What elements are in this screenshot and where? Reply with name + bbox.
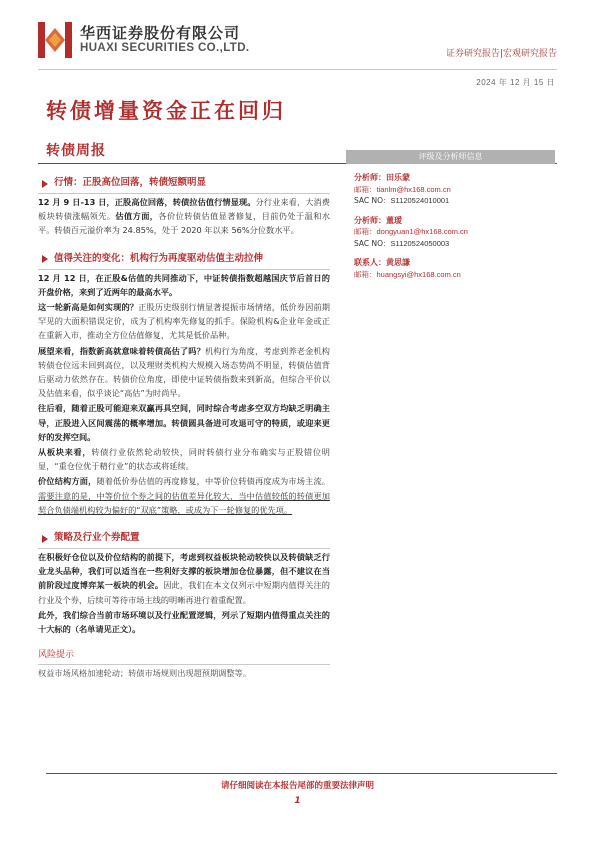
section-divider bbox=[38, 193, 330, 194]
analyst-email[interactable]: tianlm@hx168.com.cn bbox=[376, 184, 451, 194]
section-arrow-icon bbox=[42, 180, 48, 188]
section-heading-strategy: 策略及行业个券配置 bbox=[42, 531, 330, 546]
analyst-sac: S1120524050003 bbox=[390, 238, 450, 248]
header-divider bbox=[38, 69, 557, 70]
section-divider bbox=[38, 664, 330, 665]
company-name-cn: 华西证券股份有限公司 bbox=[80, 24, 241, 42]
report-subtitle: 转债周报 bbox=[46, 143, 106, 159]
paragraph: 12 月 12 日，在正股&估值的共同推动下，中证转债指数超越国庆节后首日的开盘价格，来到了近两年的最高水平。 bbox=[38, 272, 330, 297]
footer-divider bbox=[46, 773, 557, 774]
analyst-name: 董瑷 bbox=[386, 215, 402, 225]
paragraph: 此外，我们综合当前市场环境以及行业配置逻辑，列示了短期内值得重点关注的十大标的（名单请见正文）。 bbox=[38, 609, 330, 635]
paragraph: 展望来看，指数新高就意味着转债高估了吗？机构行为角度，考虑到养老金机构转债仓位远未回到高位，以及理财类机构大规模入场态势尚不明显，转债估值背后驱动力依然存在。转债价位角度，即使中证转债指数来到新高，但综合平价以及估值来看，似乎谈论“高估”为时尚早。 bbox=[38, 345, 330, 399]
analyst-email[interactable]: dongyuan1@hx168.com.cn bbox=[376, 227, 468, 236]
footer-disclaimer: 请仔细阅读在本报告尾部的重要法律声明 bbox=[220, 781, 374, 791]
analyst-sac: S1120524010001 bbox=[390, 196, 450, 205]
section-arrow-icon bbox=[42, 255, 48, 263]
paragraph: 在积极好仓位以及价位结构的前提下，考虑到权益板块轮动较快以及转债缺乏行业龙头品种，我们可以适当在一些利好支撑的板块增加仓位暴露，但不建议在当前阶段过度博弈某一板块的机会。因此，我们在本文仅列示中短期内值得关注的行业及个券，后续可等待市场主线的明晰再进行着重配置。 bbox=[38, 552, 330, 605]
paragraph: 价位结构方面，随着低价券估值的再度修复，中等价位转债再度成为市场主流。需要注意的是，中等价位个券之间的估值差异化较大，当中估值较低的转债更加契合负债端机构较为偏好的“双底”策略，或成为下一轮修复的优先项。 bbox=[38, 476, 330, 515]
contact-email[interactable]: huangsyi@hx168.com.cn bbox=[376, 269, 461, 279]
report-date: 2024 年 12 月 15 日 bbox=[476, 78, 555, 87]
risk-text: 权益市场风格加速轮动；转债市场规则出现超预期调整等。 bbox=[38, 668, 251, 679]
contact-card: 联系人：黄思謙 邮箱：huangsyi@hx168.com.cn bbox=[354, 258, 461, 279]
analyst-sidebar bbox=[346, 150, 555, 280]
company-name-en: HUAXI SECURITIES CO.,LTD. bbox=[80, 42, 250, 54]
analyst-card: 分析师：董瑷 邮箱：dongyuan1@hx168.com.cn SAC NO：S1120524050003 bbox=[354, 215, 468, 248]
section-heading-changes: 值得关注的变化：机构行为再度驱动估值主动拉伸 bbox=[42, 252, 330, 267]
risk-heading: 风险提示 bbox=[38, 650, 75, 661]
contact-name: 黄思謙 bbox=[386, 258, 410, 267]
paragraph: 往后看，随着正股可能迎来双赢再具空间，同时综合考虑多空双方均缺乏明确主导，正股进入区间震荡的概率增加。转债圆具备进可攻退可守的特质，或迎来更好的发挥空间。 bbox=[38, 403, 330, 442]
section-arrow-icon bbox=[42, 535, 48, 543]
main-content bbox=[38, 176, 330, 681]
page-number: 1 bbox=[294, 796, 301, 806]
analyst-name: 田乐蒙 bbox=[386, 173, 410, 182]
section-heading-market: 行情：正股高位回落，转债短额明显 bbox=[42, 176, 330, 191]
analyst-card: 分析师：田乐蒙 邮箱：tianlm@hx168.com.cn SAC NO：S1120524010001 bbox=[354, 173, 451, 205]
paragraph: 从板块来看，转债行业依然轮动较快，同时转债行业分布确实与正股错位明显，“重仓位优于精行业”的状态或将延续。 bbox=[38, 447, 330, 472]
section-divider bbox=[38, 548, 330, 549]
huaxi-logo-icon bbox=[38, 22, 72, 58]
sidebar-title: 评级及分析师信息 bbox=[346, 150, 555, 164]
section-divider bbox=[38, 269, 330, 270]
paragraph: 这一轮新高是如何实现的？正股历史级别行情显著提振市场情绪，低价券因前期罕见的大面积错误定价，成为了机构率先修复的抓手。保险机构&企业年金或正在重新入市，推动全方位估值修复，尤其是低价品种。 bbox=[38, 302, 330, 341]
paragraph: 12 月 9 日-13 日，正股高位回落，转债拉估值行情显现。分行业来看，大消费板块转债涨幅领先。估值方面，各价位转债估值显著修复，目前仍处于温和水平。转债百元溢价率为 24.85%，处于 2020 年以来 56%分位数水平。 bbox=[38, 197, 330, 236]
report-category: 证券研究报告|宏观研究报告 bbox=[445, 49, 557, 59]
page-title: 转债增量资金正在回归 bbox=[46, 99, 286, 123]
